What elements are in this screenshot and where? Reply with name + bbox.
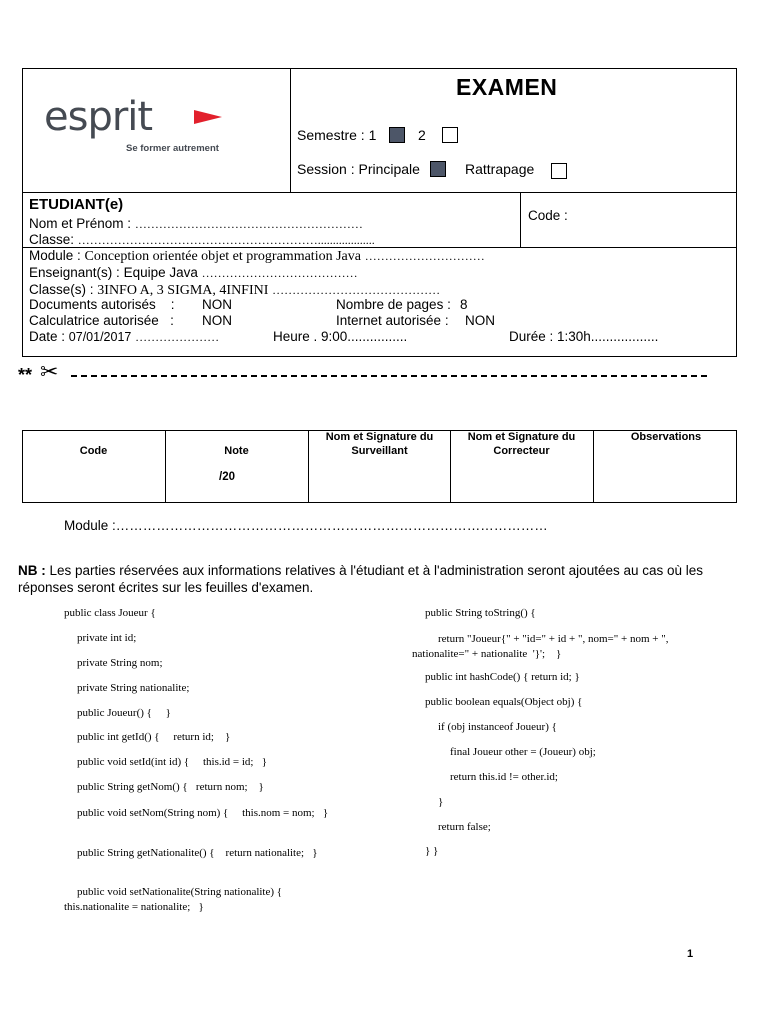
page-number: 1: [687, 948, 694, 960]
date-dots: …………………: [135, 330, 220, 344]
semestre-1-checkbox[interactable]: [389, 127, 405, 143]
code-line: public String getNom() { return nom; }: [77, 781, 264, 793]
class-label: Classe:: [29, 232, 75, 247]
grade-header-observations: Observations: [630, 431, 702, 443]
nb-text: Les parties réservées aux informations relatives à l'étudiant et à l'administration seront ajoutées au cas où les réponses seront écrites sur les feuilles d'examen.: [18, 563, 704, 595]
code-line: return false;: [438, 821, 491, 833]
header-divider: [290, 68, 291, 192]
logo-flag-icon: [194, 110, 224, 124]
classes-dots: ……………………………………: [272, 283, 441, 297]
calc-label: Calculatrice autorisée :: [29, 313, 174, 328]
code-label: Code :: [528, 208, 568, 223]
code-line: if (obj instanceof Joueur) {: [438, 721, 557, 733]
code-line: return this.id != other.id;: [450, 771, 558, 783]
documents-value: NON: [202, 297, 232, 312]
code-line: public boolean equals(Object obj) {: [425, 696, 583, 708]
note-value: /20: [219, 471, 235, 483]
class-field: [29, 232, 375, 248]
dashed-line: [71, 375, 707, 377]
student-title: ETUDIANT(e): [29, 196, 124, 213]
cut-line: [18, 362, 718, 388]
code-line: private int id;: [77, 632, 137, 644]
header-row-line: [22, 192, 737, 193]
name-label: Nom et Prénom :: [29, 216, 132, 231]
date-row: [29, 329, 219, 345]
module-value: Conception orientée objet et programmation Java: [84, 249, 361, 264]
code-line: }: [438, 796, 444, 808]
class-dots: ……………………………………………………...................: [77, 233, 375, 247]
teacher-dots: …………………………………: [201, 266, 358, 280]
code-divider: [520, 192, 521, 247]
grade-header-surveillant: Nom et Signature du Surveillant: [325, 431, 434, 457]
module-row: [29, 248, 485, 265]
internet-value: NON: [465, 313, 495, 328]
code-line: final Joueur other = (Joueur) obj;: [450, 746, 596, 758]
exam-title: EXAMEN: [456, 74, 558, 100]
heure-label: Heure . 9:00................: [273, 329, 408, 344]
module-dots: …………………………: [364, 249, 485, 263]
grade-header-note: Note: [224, 445, 249, 457]
teacher-row: [29, 265, 358, 281]
code-line: public String toString() {: [425, 607, 536, 619]
semestre-2-checkbox[interactable]: [442, 127, 458, 143]
logo-tagline: Se former autrement: [126, 143, 219, 154]
scissors-icon: ✂: [40, 360, 59, 385]
code-line: public int getId() { return id; }: [77, 731, 231, 743]
date-value: 07/01/2017: [68, 330, 132, 344]
classes-value: 3INFO A, 3 SIGMA, 4INFINI: [97, 283, 269, 298]
teacher-value: Equipe Java: [123, 265, 198, 280]
nb-note: [18, 562, 708, 596]
code-line: public class Joueur {: [64, 607, 156, 619]
semestre-label: Semestre : 1: [297, 127, 377, 143]
logo-text: esprit: [44, 94, 153, 140]
module-label: Module :: [29, 248, 81, 263]
pages-value: 8: [460, 297, 468, 312]
duree-label: Durée : 1:30h..................: [509, 329, 659, 344]
grade-header-code: Code: [79, 445, 108, 457]
code-line: public Joueur() { }: [77, 707, 171, 719]
internet-label: Internet autorisée :: [336, 313, 449, 328]
rattrapage-checkbox[interactable]: [551, 163, 567, 179]
rattrapage-label: Rattrapage: [465, 161, 535, 177]
nb-label: NB :: [18, 563, 46, 578]
grade-col-divider: [308, 430, 309, 503]
code-line: return "Joueur{" + "id=" + id + ", nom=" + nom + ", nationalite=" + nationalite '}'; }: [412, 633, 672, 660]
module-line: Module :……………………………………………………………………………………: [64, 518, 548, 533]
grade-col-divider: [450, 430, 451, 503]
code-line: public void setNom(String nom) { this.nom = nom; }: [77, 807, 329, 819]
pages-label: Nombre de pages :: [336, 297, 451, 312]
code-line: private String nom;: [77, 657, 163, 669]
session-label: Session : Principale: [297, 161, 420, 177]
code-line: public void setNationalite(String nationalite) { this.nationalite = nationalite; }: [64, 886, 285, 913]
esprit-logo: [44, 94, 244, 156]
name-dots: …………………………………………………: [134, 217, 363, 231]
documents-label: Documents autorisés :: [29, 297, 175, 312]
cut-stars: **: [18, 365, 33, 385]
classes-label: Classe(s) :: [29, 282, 94, 297]
code-line: private String nationalite;: [77, 682, 190, 694]
code-line: } }: [425, 845, 439, 857]
calc-value: NON: [202, 313, 232, 328]
grade-col-divider: [165, 430, 166, 503]
teacher-label: Enseignant(s) :: [29, 265, 120, 280]
code-line: public int hashCode() { return id; }: [425, 671, 580, 683]
semestre-option-2: 2: [418, 127, 426, 143]
grade-col-divider: [593, 430, 594, 503]
grade-header-correcteur: Nom et Signature du Correcteur: [467, 431, 576, 457]
date-label: Date :: [29, 329, 66, 344]
name-field: [29, 216, 363, 232]
code-line: public String getNationalite() { return nationalite; }: [77, 847, 318, 859]
session-principale-checkbox[interactable]: [430, 161, 446, 177]
code-line: public void setId(int id) { this.id = id; }: [77, 756, 268, 768]
